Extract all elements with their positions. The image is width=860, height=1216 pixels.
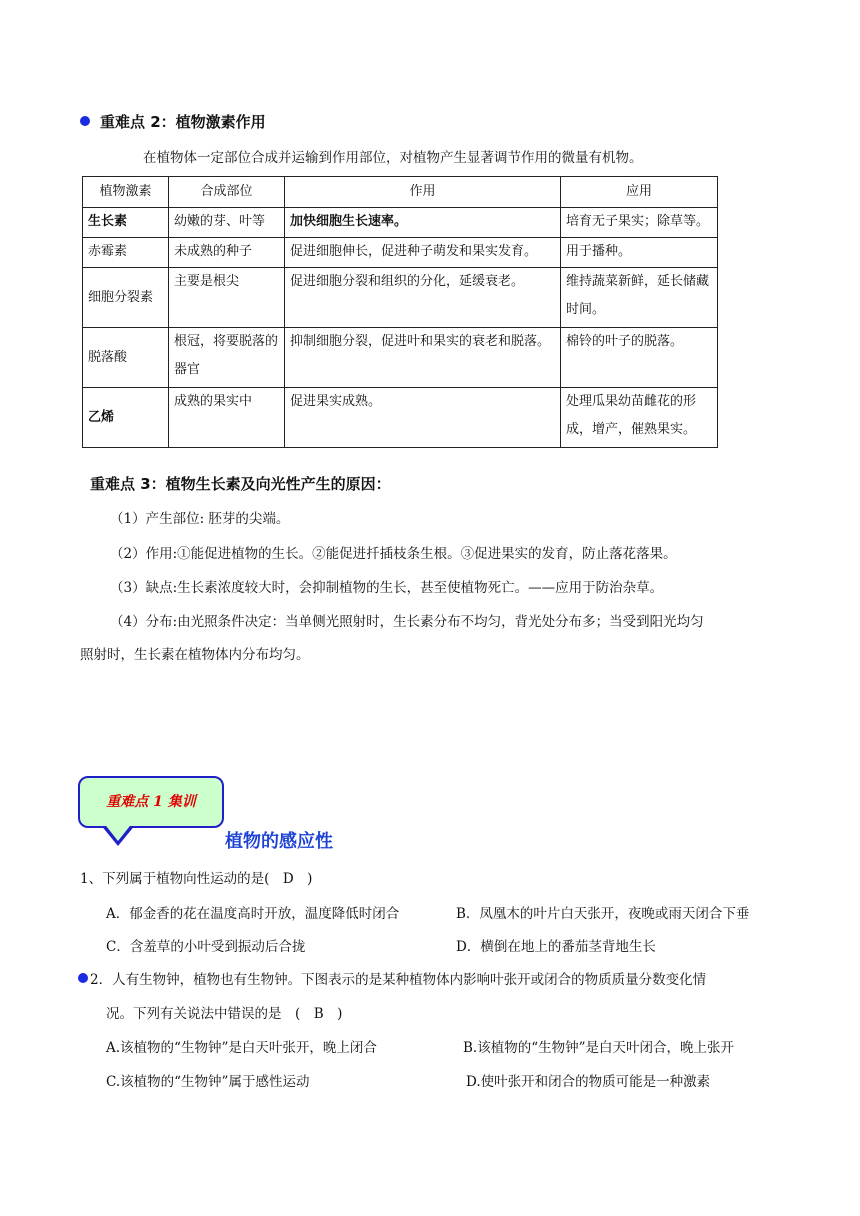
q1-option-d: D．横倒在地上的番茄茎背地生长 bbox=[456, 939, 656, 955]
hormone-name: 脱落酸 bbox=[83, 328, 169, 388]
section2-title: 重难点 2：植物激素作用 bbox=[100, 113, 266, 131]
hormone-use: 用于播种。 bbox=[561, 238, 718, 268]
table-row bbox=[83, 328, 718, 388]
hormone-effect: 促进细胞伸长，促进种子萌发和果实发育。 bbox=[285, 238, 561, 268]
q2-option-a: A.该植物的“生物钟”是白天叶张开，晚上闭合 bbox=[106, 1040, 377, 1056]
synthesis-site: 主要是根尖 bbox=[169, 268, 285, 328]
bullet-dot-icon bbox=[80, 116, 90, 126]
section3-item: （2）作用:①能促进植物的生长。②能促进扦插枝条生根。③促进果实的发育，防止落花落果。 bbox=[110, 546, 677, 562]
table-row bbox=[83, 238, 718, 268]
synthesis-site: 根冠，将要脱落的器官 bbox=[169, 328, 285, 388]
bullet-dot-icon bbox=[78, 973, 88, 983]
training-topic: 植物的感应性 bbox=[225, 831, 333, 852]
q2-option-d: D.使叶张开和闭合的物质可能是一种激素 bbox=[466, 1074, 711, 1090]
table-header-row bbox=[83, 177, 718, 208]
q1-option-a: A．郁金香的花在温度高时开放，温度降低时闭合 bbox=[106, 906, 400, 922]
q2-option-c: C.该植物的“生物钟”属于感性运动 bbox=[106, 1074, 310, 1090]
hormone-effect: 加快细胞生长速率。 bbox=[285, 208, 561, 238]
table-header: 作用 bbox=[285, 177, 561, 208]
section3-item: （3）缺点:生长素浓度较大时，会抑制植物的生长，甚至使植物死亡。——应用于防治杂草。 bbox=[110, 580, 664, 596]
section3-item: 照射时，生长素在植物体内分布均匀。 bbox=[80, 647, 310, 663]
table-row bbox=[83, 208, 718, 238]
hormone-use: 处理瓜果幼苗雌花的形成，增产，催熟果实。 bbox=[561, 388, 718, 448]
table-header: 植物激素 bbox=[83, 177, 169, 208]
q2-option-b: B.该植物的“生物钟”是白天叶闭合，晚上张开 bbox=[463, 1040, 735, 1056]
hormone-effect: 促进细胞分裂和组织的分化，延缓衰老。 bbox=[285, 268, 561, 328]
hormone-use: 培育无子果实；除草等。 bbox=[561, 208, 718, 238]
badge-tail-fill-icon bbox=[103, 822, 133, 841]
q1-stem: 1、下列属于植物向性运动的是( D ) bbox=[80, 871, 313, 887]
synthesis-site: 幼嫩的芽、叶等 bbox=[169, 208, 285, 238]
training-badge: 重难点 1 集训 bbox=[78, 776, 224, 828]
synthesis-site: 成熟的果实中 bbox=[169, 388, 285, 448]
table-header: 应用 bbox=[561, 177, 718, 208]
q1-option-b: B．凤凰木的叶片白天张开，夜晚或雨天闭合下垂 bbox=[456, 906, 750, 922]
hormone-table bbox=[82, 176, 718, 448]
hormone-name: 赤霉素 bbox=[83, 238, 169, 268]
table-row bbox=[83, 388, 718, 448]
hormone-name: 生长素 bbox=[83, 208, 169, 238]
hormone-name: 乙烯 bbox=[83, 388, 169, 448]
table-header: 合成部位 bbox=[169, 177, 285, 208]
section3-item: （1）产生部位: 胚芽的尖端。 bbox=[110, 511, 290, 527]
q1-option-c: C．含羞草的小叶受到振动后合拢 bbox=[106, 939, 306, 955]
hormone-name: 细胞分裂素 bbox=[83, 268, 169, 328]
hormone-use: 棉铃的叶子的脱落。 bbox=[561, 328, 718, 388]
table-row bbox=[83, 268, 718, 328]
q2-stem-line1: 2．人有生物钟，植物也有生物钟。下图表示的是某种植物体内影响叶张开或闭合的物质质量分数变化情 bbox=[90, 972, 707, 988]
hormone-effect: 抑制细胞分裂，促进叶和果实的衰老和脱落。 bbox=[285, 328, 561, 388]
hormone-use: 维持蔬菜新鲜，延长储藏时间。 bbox=[561, 268, 718, 328]
q2-stem-line2: 况。下列有关说法中错误的是 ( B ) bbox=[106, 1006, 343, 1022]
section3-title: 重难点 3：植物生长素及向光性产生的原因： bbox=[90, 475, 391, 493]
section2-intro: 在植物体一定部位合成并运输到作用部位，对植物产生显著调节作用的微量有机物。 bbox=[143, 150, 643, 166]
section3-item: （4）分布:由光照条件决定：当单侧光照射时，生长素分布不均匀，背光处分布多；当受到阳光均匀 bbox=[110, 614, 704, 630]
synthesis-site: 未成熟的种子 bbox=[169, 238, 285, 268]
hormone-effect: 促进果实成熟。 bbox=[285, 388, 561, 448]
